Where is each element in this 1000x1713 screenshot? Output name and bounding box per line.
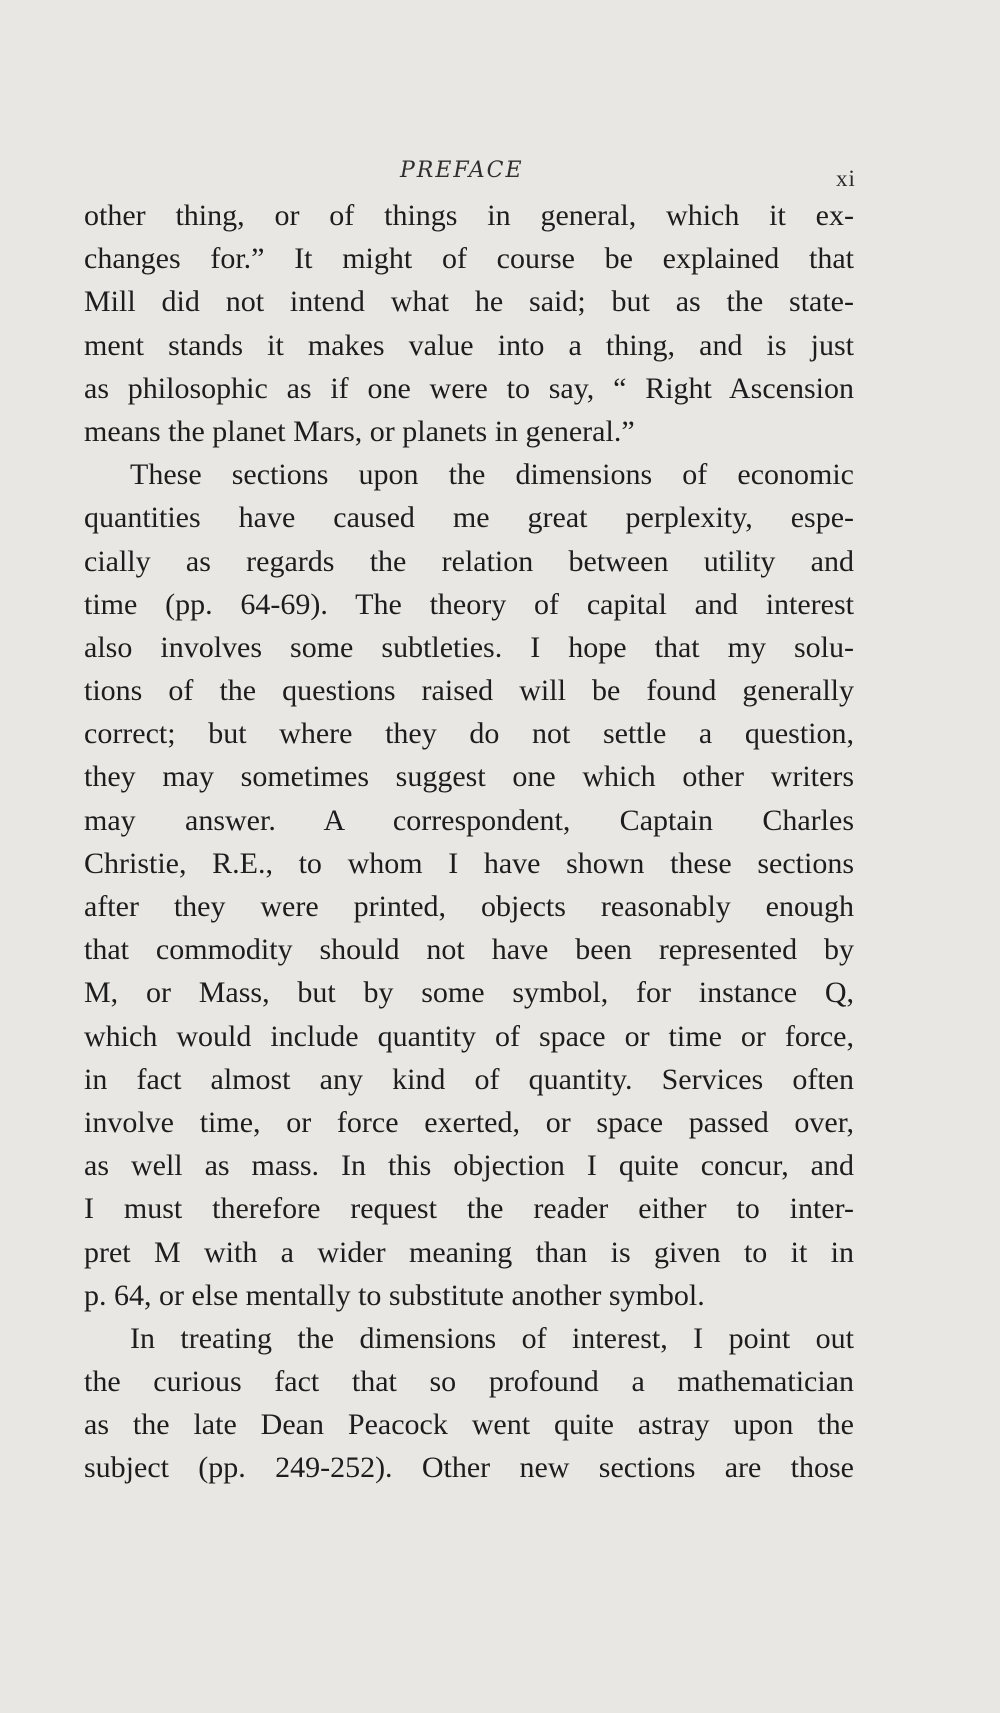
text-line: as philosophic as if one were to say, “ Right Ascension [84,371,854,405]
text-line: I must therefore request the reader either to inter- [84,1192,854,1226]
text-line: they may sometimes suggest one which other writers [84,760,854,794]
text-line: may answer. A correspondent, Captain Charles [84,803,854,837]
text-line: Christie, R.E., to whom I have shown these sections [84,846,854,880]
text-line: cially as regards the relation between utility and [84,544,854,578]
text-line: also involves some subtleties. I hope that my solu- [84,630,854,664]
text-line: tions of the questions raised will be found generally [84,674,854,708]
text-line: Mill did not intend what he said; but as the state- [84,285,854,319]
text-line: In treating the dimensions of interest, I point out [130,1321,854,1355]
running-header-title: PREFACE [400,158,524,183]
text-line: M, or Mass, but by some symbol, for instance Q, [84,976,854,1010]
text-line: ment stands it makes value into a thing, and is just [84,328,854,362]
text-line: other thing, or of things in general, which it ex- [84,199,854,232]
page-number: xi [836,166,856,191]
text-line: correct; but where they do not settle a question, [84,717,854,751]
text-line: the curious fact that so profound a mathematician [84,1365,854,1399]
text-line: which would include quantity of space or time or force, [84,1019,854,1053]
text-line: subject (pp. 249-252). Other new sections are those [84,1451,854,1485]
text-line: after they were printed, objects reasonably enough [84,890,854,923]
text-line: These sections upon the dimensions of economic [130,458,854,492]
text-line: pret M with a wider meaning than is given to it in [84,1235,854,1269]
text-line: as the late Dean Peacock went quite astray upon the [84,1408,854,1442]
text-line: means the planet Mars, or planets in general.” [84,414,635,448]
text-line: involve time, or force exerted, or space passed over, [84,1105,854,1139]
text-line: that commodity should not have been represented by [84,933,854,967]
text-line: as well as mass. In this objection I quite concur, and [84,1149,854,1183]
body-text [84,194,854,1490]
text-line: changes for.” It might of course be explained that [84,242,854,276]
text-line: in fact almost any kind of quantity. Services often [84,1062,854,1096]
text-line: p. 64, or else mentally to substitute another symbol. [84,1278,705,1312]
text-line: quantities have caused me great perplexity, espe- [84,501,854,535]
text-line: time (pp. 64-69). The theory of capital and interest [84,587,854,621]
